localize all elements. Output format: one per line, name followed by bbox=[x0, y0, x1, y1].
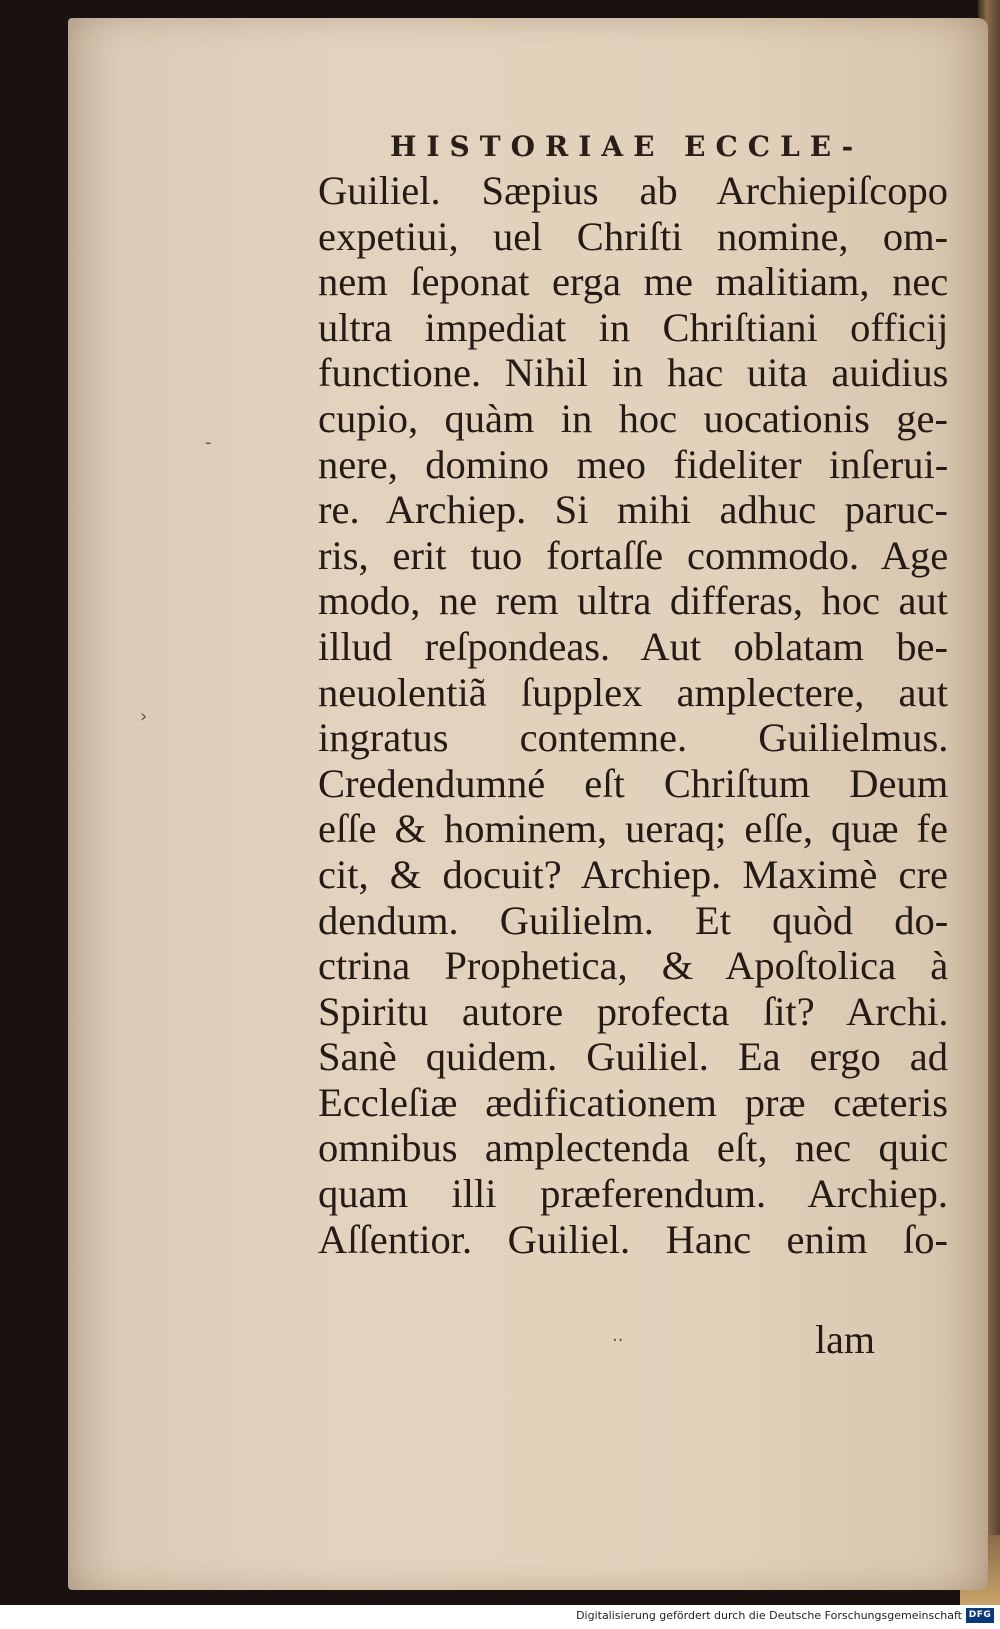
text-line: Eccleſiæ ædificationem præ cæteris bbox=[318, 1079, 948, 1125]
text-line: ctrina Prophetica, & Apoſtolica à bbox=[318, 943, 949, 989]
funding-credit: Digitalisierung gefördert durch die Deutsche Forschungsgemeinschaft bbox=[576, 1609, 962, 1622]
text-line: functione. Nihil in hac uita auidius bbox=[318, 350, 949, 396]
margin-mark: › bbox=[140, 706, 148, 727]
text-line: ris, erit tuo fortaſſe commodo. Age bbox=[318, 532, 949, 578]
text-line: Aſſentior. Guiliel. Hanc enim ſo- bbox=[318, 1216, 948, 1262]
text-line: eſſe & hominem, ueraq; eſſe, quæ fe bbox=[318, 806, 948, 852]
text-line: expetiui, uel Chriſti nomine, om- bbox=[318, 213, 949, 259]
text-line: cit, & docuit? Archiep. Maximè cre bbox=[318, 851, 948, 897]
text-line: Guiliel. Sæpius ab Archiepiſcopo bbox=[318, 168, 948, 213]
text-line: nem ſeponat erga me malitiam, nec bbox=[318, 259, 949, 305]
running-head: HISTORIAE ECCLE- bbox=[390, 130, 864, 163]
body-text bbox=[318, 168, 948, 1262]
text-line: neuolentiã ſupplex amplectere, aut bbox=[318, 669, 948, 715]
text-line: modo, ne rem ultra differas, hoc aut bbox=[318, 578, 948, 624]
text-line: cupio, quàm in hoc uocationis ge- bbox=[318, 395, 948, 441]
margin-mark: ·· bbox=[612, 1330, 624, 1351]
text-line: Sanè quidem. Guiliel. Ea ergo ad bbox=[318, 1034, 948, 1080]
text-line: Spiritu autore profecta ſit? Archi. bbox=[318, 988, 949, 1034]
text-line: Credendumné eſt Chriſtum Deum bbox=[318, 760, 949, 806]
text-line: dendum. Guilielm. Et quòd do- bbox=[318, 897, 949, 943]
text-line: ingratus contemne. Guilielmus. bbox=[318, 715, 949, 761]
margin-mark: - bbox=[205, 432, 212, 453]
text-line: re. Archiep. Si mihi adhuc paruc- bbox=[318, 487, 948, 533]
text-line: nere, domino meo fideliter inſerui- bbox=[318, 441, 949, 487]
text-line: ultra impediat in Chriſtiani officij bbox=[318, 304, 949, 350]
text-line: omnibus amplectenda eſt, nec quic bbox=[318, 1125, 949, 1171]
footer-bar bbox=[0, 1605, 1000, 1629]
dfg-logo-icon: DFG bbox=[966, 1608, 994, 1623]
catchword: lam bbox=[815, 1317, 875, 1362]
text-line: quam illi præferendum. Archiep. bbox=[318, 1171, 948, 1217]
text-line: illud reſpondeas. Aut oblatam be- bbox=[318, 623, 948, 669]
